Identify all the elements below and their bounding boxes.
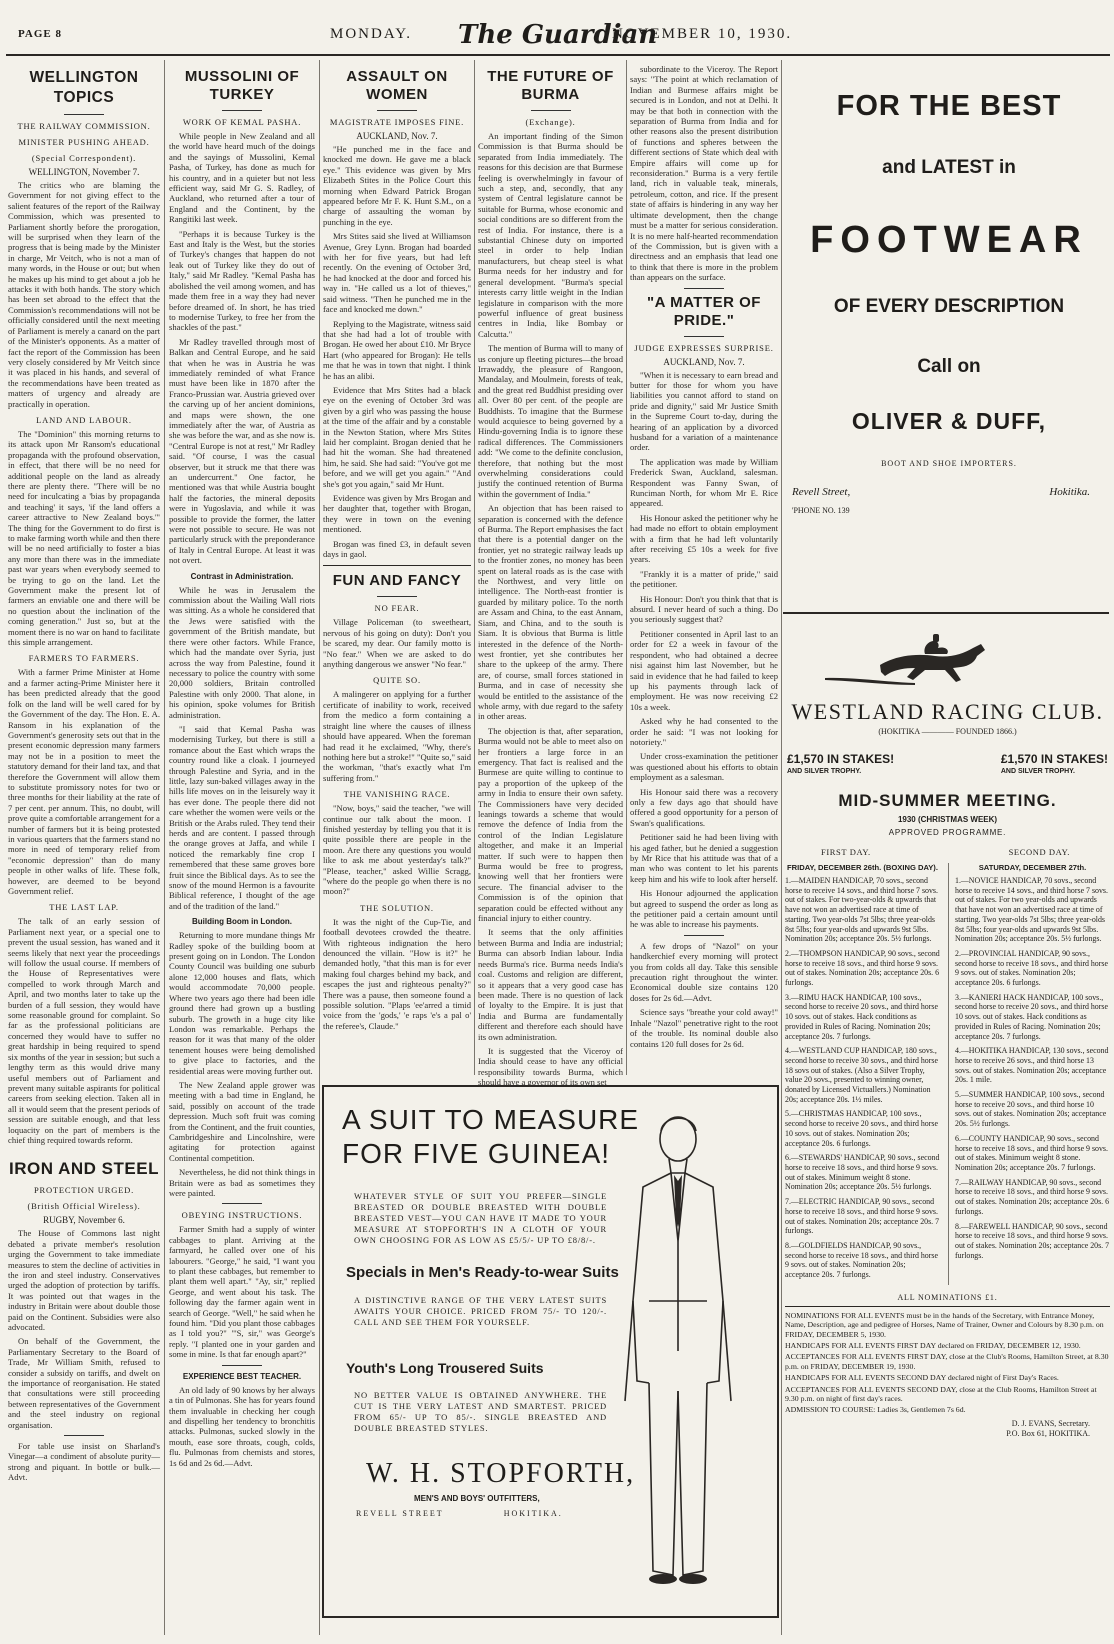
- stopforth-brand: W. H. STOPFORTH,: [366, 1458, 636, 1489]
- headline-fun-and-fancy: FUN AND FANCY: [332, 572, 462, 590]
- subhead: FARMERS TO FARMERS.: [28, 653, 140, 664]
- race-entry: 4.—HOKITIKA HANDICAP, 130 sovs., second horse to receive 26 sovs., and third horse 13 sovs. out of stakes. Nomination 20s; acceptance 20s. 1 mile.: [955, 1046, 1109, 1085]
- byline: (Special Correspondent).: [31, 153, 137, 163]
- byline: (Exchange).: [525, 117, 576, 127]
- paragraph: "Frankly it is a matter of pride," said the petitioner.: [630, 568, 778, 590]
- divider: [377, 596, 417, 597]
- ad-line: FOR THE BEST: [836, 90, 1062, 122]
- race-entry: 7.—RAILWAY HANDICAP, 90 sovs., second horse to receive 18 sovs., and third horse 9 sovs. out of stakes. Nomination 20s; acceptance 20s. 6 furlongs.: [955, 1177, 1110, 1216]
- headline-assault-on-women: ASSAULT ON WOMEN: [346, 68, 448, 103]
- paragraph: His Honour said there was a recovery only a few days ago that should have offered a good opportunity for a person of Swan's qualifications.: [630, 786, 778, 828]
- subhead: THE VANISHING RACE.: [343, 789, 451, 800]
- page-number: PAGE 8: [18, 28, 62, 40]
- subhead: WORK OF KEMAL PASHA.: [182, 117, 302, 127]
- footwear-advertisement: [790, 62, 1108, 602]
- paragraph: "When it is necessary to earn bread and butter for those for whom you have liabilities you cannot afford to stand on pride and dignity," said Mr Justice Smith in the Supreme Court to-day, during the hearing of an application by a divorced husband for a variation of a maintenance order.: [630, 369, 778, 453]
- paragraph: Mr Radley travelled through most of Balkan and Central Europe, and he said that when he was in Austria he was immediately reminded of what France must have been like in 1870 after the Franco-Prussian war. Austria grieved over the carving up of her ancient dominions, and maps were shown, the one immediately after the war, of Austria as she was before the war, and as she now is. "Central Europe is not at rest," Mr Radley said. "Of course, I was the casual observer, but it struck me that there was an undercurrent." One factor, he mentioned was that while Austria bought half the factories, the mineral deposits were in Yugoslavia, and while it was possible to provide the former, the latter were not possible to secure. He was not particularly struck with the preponderance of Italy in Central Europe. At least it was not overt.: [169, 336, 315, 566]
- founded-line: (HOKITIKA ———— FOUNDED 1866.): [878, 727, 1017, 736]
- paragraph: Evidence that Mrs Stites had a black eye on the evening of October 3rd was given by a girl who was passing the house at the time of the affair and by a constable in the Newton Station, where Mrs Stites laid her complaint. Brogan denied that he had hit the woman. She had threatened him, he said. She had said: "You've got me before, and we will get you again." "And she's got you again," said Mr Hunt.: [323, 384, 471, 489]
- paragraph: The critics who are blaming the Government for not giving effect to the salient features of the report of the Railway Commission, which was presented to Parliament shortly before the prorogation, will be surprised when they learn of the progress that is being made by the Minister in charge, Mr Veitch, who is not a man of many words, in the House or out; but when he makes up his mind to get about a job he attacks it with both hands. The story which has been set abroad to the effect that the Commission's recommendations will not be officially considered until the next meeting of Parliament is merely a canard on the part of the Minister's opponents. As a matter of fact the report of the Commission has been very closely considered by Mr Veitch since it was placed in his hands, and several of the recommendations have been treated as matters of urgency and already are practically in operation.: [8, 180, 160, 409]
- ad-street: Revell Street,: [792, 486, 851, 498]
- ad-line: BOOT AND SHOE IMPORTERS.: [881, 459, 1017, 468]
- race-entry: 5.—SUMMER HANDICAP, 100 sovs., second horse to receive 20 sovs., and third horse 10 sovs. out of stakes. Nomination 20s; acceptance 20s. 5½ furlongs.: [955, 1090, 1107, 1129]
- racing-note: HANDICAPS FOR ALL EVENTS SECOND DAY declared night of First Day's Races.: [785, 1373, 1059, 1383]
- race-entry: 6.—COUNTY HANDICAP, 90 sovs., second horse to receive 18 sovs., and third horse 9 sovs. out of stakes. Minimum weight 8 stone. Nomination 20s; acceptance 20s. 7 furlongs.: [955, 1133, 1108, 1172]
- paragraph: Replying to the Magistrate, witness said that she had had a lot of trouble with Brogan. He owed her about £10. Mr Bryce Hart (who appeared for Brogan): He tells me that he was in town that night. I think he has an alibi.: [323, 318, 471, 381]
- approved-programme: APPROVED PROGRAMME.: [888, 828, 1007, 837]
- ad-business-name: OLIVER & DUFF,: [851, 408, 1047, 434]
- subhead: PROTECTION URGED.: [33, 1185, 134, 1196]
- racing-notes: [785, 1311, 1110, 1415]
- newspaper-title: The Guardian: [458, 20, 658, 50]
- paragraph: Evidence was given by Mrs Brogan and her daughter that, together with Brogan, they were in town on the evening mentioned.: [323, 493, 471, 535]
- paragraph: Asked why he had consented to the order he said: "I was not looking for notoriety.": [630, 716, 778, 747]
- masthead-day: MONDAY.: [330, 26, 412, 42]
- secretary-signature: [785, 1419, 1110, 1439]
- divider: [531, 110, 571, 111]
- divider: [222, 1203, 262, 1204]
- column-wellington-topics: [8, 64, 160, 1636]
- byline: (British Official Wireless).: [27, 1201, 141, 1212]
- first-day-races: [785, 863, 940, 1285]
- divider: [64, 1435, 104, 1436]
- column-mussolini-of-turkey: [169, 64, 315, 1636]
- masthead-rule: [6, 54, 1110, 56]
- paragraph: An important finding of the Simon Commission is that Burma should be separated from India immediately. The reasons for this decision are that Burmese feeling is overwhelmingly in favour of such a step, and, secondly, that any system of Central legislature cannot be suitable for Burma, whose economic and social conditions are so different from the rest of India. For instance, there is a substantial Chinese duty on imported steel in order to help Indian manufacturers, but cheap steel is what Burma needs for her industry and for general development. "Burma's special interests carry little weight in the Indian legislature in comparison with the more powerful influence of great business centres in India, like Bombay or Calcutta.": [478, 131, 623, 339]
- second-day-date: SATURDAY, DECEMBER 27th.: [978, 863, 1087, 872]
- racing-club-advertisement: [785, 620, 1110, 1640]
- paragraph: While he was in Jerusalem the commission about the Wailing Wall riots was sitting. As a whole he considered that the Jews were satisfied with the government of the British mandate, but there were other factors. While France, which had the mandate over Syria, just across the way from Palestine, found it necessary to police the country with some 20,000 soldiers, Britain controlled Palestine with only 2000. That alone, in his opinion, spoke volumes for British administration.: [169, 584, 315, 720]
- dateline: AUCKLAND, Nov. 7.: [356, 131, 438, 141]
- secretary-name: D. J. EVANS, Secretary.: [1011, 1418, 1090, 1428]
- subhead: MINISTER PUSHING AHEAD.: [18, 137, 150, 147]
- paragraph: Petitioner said he had been living with his aged father, but he denied a suggestion by Mr Rice that his attitude was that of a man who was content to let his parents keep him and his wife to look after herself.: [630, 832, 778, 884]
- column-rule: [626, 60, 627, 1075]
- man-in-suit-illustration: [603, 1101, 753, 1601]
- divider: [684, 288, 724, 289]
- subhead: THE SOLUTION.: [360, 902, 434, 913]
- racing-note: NOMINATIONS FOR ALL EVENTS must be in the hands of the Secretary, with Entrance Money, Name, Description, age and pedigree of Horses, Name of Trainer, Owner and Colours by 8.30 p.m. on FRIDAY, DECEMBER 5, 1930.: [785, 1310, 1104, 1339]
- paragraph: It is suggested that the Viceroy of India should cease to have any official responsibility towards Burma, which should have a governor of its own set: [478, 1045, 623, 1088]
- paragraph: The objection is that, after separation, Burma would not be able to meet also on her frontiers a large force in an emergency. That fact is realised and the Burmese are quite willing to continue to pay a proportion of the upkeep of the army in India to ensure their own safety. The Commissioners have very decided leanings towards a scheme that would remove the defence of India from the control of the Indian Legislature altogether, and make it an Imperial matter. If such were to happen then Burma would be free to progress, knowing well that her frontiers were secure. The financial adviser to the Commission is of the opinion that separation could be effected without any financial injury to either country.: [478, 725, 623, 924]
- subhead: OBEYING INSTRUCTIONS.: [181, 1210, 303, 1221]
- subhead: THE LAST LAP.: [49, 902, 119, 913]
- race-entry: 8.—GOLDFIELDS HANDICAP, 90 sovs., second horse to receive 18 sovs., and third horse 9 sovs. out of stakes. Nomination 20s; acceptance 20s. 7 furlongs.: [785, 1240, 938, 1280]
- racing-note: ACCEPTANCES FOR ALL EVENTS SECOND DAY, close at the Club Rooms, Hamilton Street at 9.30 p.m. on night of first day's races.: [785, 1384, 1097, 1403]
- headline-iron-and-steel: IRON AND STEEL: [9, 1159, 159, 1179]
- subhead: Contrast in Administration.: [190, 571, 294, 581]
- paragraph: His Honour adjourned the application but agreed to suspend the order as long as the petitioner paid a certain amount until he was able to increase his payments.: [630, 888, 778, 930]
- paragraph: Village Policeman (to sweetheart, nervous of his going on duty): Don't you be scared, my dear. Our family motto is "No fear." When we are asked to do anything dangerous we answer "No fear.": [323, 617, 471, 670]
- stopforth-suit-advertisement: [322, 1085, 779, 1618]
- divider: [684, 336, 724, 337]
- divider: [222, 1365, 262, 1366]
- ad-line: Call on: [917, 356, 981, 377]
- paragraph: It was the night of the Cup-Tie, and football devotees crowded the theatre. With righteous indignation the hero denounced the villain. "How is it?" he demanded hotly, "that this man is for ever making foul charges behind my back, and escapes the just and righteous penalty?" There was a pause, then someone found a possible solution. "Plaps 'ee'arred a timid voice from the 'gods,' 'e raps 'e's a pal o' the referee's, Claude.": [323, 916, 471, 1031]
- paragraph: It seems that the only affinities between Burma and India are industrial; Burma can absorb Indian labour. India needs Burma's rice. Burma needs India's coal. Customs and religion are different, so it appears that a very good case has been made. There is no question of lack of loyalty to the Empire. It is just that India and Burma are fundamentally different and therefore each should have its own administration.: [478, 927, 623, 1042]
- paragraph: Under cross-examination the petitioner was questioned about his efforts to obtain employment as a salesman.: [630, 751, 778, 783]
- paragraph: subordinate to the Viceroy. The Report says: "The point at which reclamation of Indian and Burmese affairs might be secured is in London, and not at Delhi. It may be that both in connection with the separation of Burma from India and for other reasons also the present distribution of functions and spheres between the different sections of State which deal with Empire affairs will come up for reconsideration." Burma is a very fertile land, rich in valuable teak, minerals, petroleum, cotton, and rice. If the present state of affairs is hindering in any way her ultimate development, then the change must be a matter for serious consideration. It is no mere half-hearted recommendation of the Commission, but is given with a directness and an emphasis that lead one to think that there is more in the problem than appears on the surface.: [630, 64, 778, 283]
- racing-note: ACCEPTANCES FOR ALL EVENTS FIRST DAY, close at the Club's Rooms, Hamilton Street, at 8.30 p.m. on FRIDAY, DECEMBER 19, 1930.: [785, 1352, 1109, 1371]
- paragraph: Petitioner consented in April last to an order for £2 a week in favour of the respondent, who had obtained a decree nisi against him last November, but he said in evidence that he had failed to keep up his payments through lack of employment. He was now receiving £2 10s a week.: [630, 628, 778, 712]
- meeting-title: MID-SUMMER MEETING.: [838, 791, 1057, 810]
- ad-headline-footwear: FOOTWEAR: [810, 219, 1088, 261]
- paragraph: "I said that Kemal Pasha was modernising Turkey, but there is still a romance about the East which wraps the country round like a cloak. I journeyed through Palestine and Syria, and in the little, lazy sun-baked villages away in the hills life moves on in the leisurely way it has ever done. The people there did not care whether the women were veils or the British or the Arabs ruled. They tend their herds and are content. I passed through the orange groves at Jaffa, and while I noticed the remarkably fine crop I remembered that these same groves bore fruit since the Biblical days. As to see the snow of the mound Hermon is a favourite Biblical reference, I thought of the age and of the tradition of the land.": [169, 723, 315, 911]
- race-entry: 3.—RIMU HACK HANDICAP, 100 sovs., second horse to receive 20 sovs., and third horse 10 sovs. out of stakes. Hack conditions as provided in Rules of Racing. Nomination 20s; acceptance 20s. 7 furlongs.: [785, 992, 938, 1041]
- second-day-races: [948, 863, 1110, 1285]
- divider: [222, 110, 262, 111]
- brand-street: REVELL STREET: [356, 1509, 444, 1518]
- suit-ad-headline: FOR FIVE GUINEA!: [342, 1138, 611, 1169]
- paragraph: His Honour asked the petitioner why he had made no effort to obtain employment with a firm that he had left voluntarily after receiving £5 10s a week for five years.: [630, 512, 778, 565]
- racehorse-icon: [785, 620, 1110, 690]
- column-rule: [781, 60, 782, 1635]
- divider: [785, 1306, 1110, 1307]
- advertisement-text: An old lady of 90 knows by her always a tin of Pulmonas. She has for years found them invaluable in checking her cough and dispelling her tendency to bronchitis attacks. Pulmonas, sucked slowly in the mouth, ease sore throats, cough, colds, flu. Pulmonas from chemists and stores, 1s 6d and 2s 6d.—Advt.: [169, 1384, 315, 1468]
- subhead: EXPERIENCE BEST TEACHER.: [182, 1371, 302, 1381]
- racing-note: ADMISSION TO COURSE: Ladies 3s, Gentlemen 7s 6d.: [785, 1405, 966, 1415]
- column-rule: [474, 60, 475, 1075]
- column-matter-of-pride: [630, 64, 778, 1074]
- paragraph: With a farmer Prime Minister at Home and a farmer acting-Prime Minister here it has been predicted already that the good folk on the land will be well cared for by the Government of the day. The Hon. E. A. Ransom in his explanation of the Government's generosity sets out that in the present economic depression many farmers may not be in a position to meet the statutory demand for their land tax, and that therefore the Government will allow them to substitute promissory notes for two or three months for their liability at the rate of 7 per cent. per annum. This, no doubt, will prove quite a comfortable arrangement for a number of farmers but it is being protested in various quarters that the farmers stand no more in need of temporary relief from "economic depression" than do many people in other walks of life. These folk, however, are deemed to be beyond Government relief.: [8, 667, 160, 896]
- ad-town: Hokitika.: [1049, 486, 1090, 498]
- subhead: MAGISTRATE IMPOSES FINE.: [329, 117, 465, 127]
- paragraph: On behalf of the Government, the Parliamentary Secretary to the Board of Trade, Mr William Smith, refused to consider a subsidy on tariffs, and dwelt on the importance of reorganisation. He stated that consultations were still proceeding between representatives of the Government and the steel industry on regional organisation.: [8, 1336, 160, 1430]
- racing-club-title: WESTLAND RACING CLUB.: [791, 699, 1104, 724]
- ad-line: OF EVERY DESCRIPTION: [833, 296, 1065, 317]
- paragraph: The House of Commons last night debated a private member's resolution urging the Government to take immediate measures to stem the decline of activities in the iron and steel industry. Conservatives urged the adoption of protection by tariffs. It was pointed out that wages in the industry in Britain were about double those paid on the Continent. Subsidies were also advocated.: [8, 1228, 160, 1332]
- race-entry: 2.—PROVINCIAL HANDICAP, 90 sovs., second horse to receive 18 sovs., and third horse 9 sovs. out of stakes. Nomination 20s; acceptance 20s. 6 furlongs.: [955, 948, 1108, 988]
- youths-body: NO BETTER VALUE IS OBTAINED ANYWHERE. THE CUT IS THE VERY LATEST AND SMARTEST. PRICED FROM 65/- UP TO 85/-. SINGLE BREASTED AND DOUBLE BREASTED STYLES.: [354, 1390, 607, 1433]
- dateline: WELLINGTON, November 7.: [28, 167, 140, 177]
- headline-matter-of-pride: "A MATTER OF PRIDE.": [647, 293, 761, 329]
- dateline: AUCKLAND, Nov. 7.: [663, 356, 745, 367]
- paragraph: The New Zealand apple grower was meeting with a bad time in England, he said, possibly on account of the trade depression. Much soft fruit was coming from the Continent, and the fruit counties, Cambridgeshire and Lincolnshire, were agitating for protection against Continental competition.: [169, 1079, 315, 1163]
- paragraph: The application was made by William Frederick Swan, Auckland, salesman. Respondent was Fanny Swan, of Runciman North, for whom Mr E. Rice appeared.: [630, 456, 778, 509]
- paragraph: "Perhaps it is because Turkey is the East and Italy is the West, but the stories of Turkey's changes that happen do not leak out of Turkey like they do out of Italy," said Mr Radley. "Kemal Pasha has abolished the veil among women, and has made them free in a way they had never before dreamed of. In short, he has tried to modernise Turkey, to free her from the shackles of the past.": [169, 228, 315, 333]
- race-entry: 4.—WESTLAND CUP HANDICAP, 180 sovs., second horse to receive 30 sovs., and third horse 18 sovs out of stakes. (Also a Silver Trophy, value 20 sovs., presented to winning owner, donated by Licensed Victuallers.) Nomination 20s; acceptance 20s. 1½ miles.: [785, 1046, 938, 1104]
- specials-heading: Specials in Men's Ready-to-wear Suits: [346, 1264, 619, 1281]
- brand-tagline: MEN'S AND BOYS' OUTFITTERS,: [414, 1494, 540, 1503]
- brand-town: HOKITIKA.: [503, 1509, 563, 1518]
- paragraph: The talk of an early session of Parliament next year, or a special one to prevent the usual session, has waned and it seems likely that next year the proceedings will follow the usual course. If members of the House of Representatives were compelled to work through March and April, and two months later to take up the burden of a full session, they would have some reasonable ground for complaint. So far as the professional politicians are concerned they would have to suffer no great hardship in being required to spend six months of the year in session; but such a lengthy term as this would drive many useful members out of Parliament and prevent many suitable aspirants for political careers from seeking election. Taken all in all it would seem that the present periods of session are suitable enough, and that less loquacity on the part of members is the chief thing required towards reform.: [8, 916, 160, 1145]
- masthead: [0, 0, 1114, 58]
- dateline: RUGBY, November 6.: [43, 1215, 125, 1226]
- paragraph: "He punched me in the face and knocked me down. He gave me a black eye." This evidence was given by Mrs Elizabeth Stites in the Police Court this morning when Edward Patrick Brogan appeared before Mr F. K. Hunt S.M., on a charge of assaulting the woman by punching in the eye.: [323, 144, 471, 227]
- paragraph: "Now, boys," said the teacher, "we will continue our talk about the moon. I finished yesterday by telling you that it is quite possible there are people in the moon. Are there any questions you would like to ask me about yesterday's talk?" "Please, teacher," asked Willie Scragg, "where do the people go when there is no moon?": [323, 803, 471, 897]
- specials-body: A DISTINCTIVE RANGE OF THE VERY LATEST SUITS AWAITS YOUR CHOICE. PRICED FROM 75/- TO 120/-. CALL AND SEE THEM FOR YOURSELF.: [354, 1295, 607, 1327]
- divider: [323, 565, 471, 566]
- column-rule: [319, 60, 320, 1635]
- divider: [377, 110, 417, 111]
- ad-line: and LATEST in: [882, 157, 1016, 178]
- race-entry: 1.—NOVICE HANDICAP, 70 sovs., second horse to receive 14 sovs., and third horse 7 sovs. out of stakes. For two year-olds and upwards that have not won an advertised race at time of starting. Two year-olds 7st 5lbs; three year-olds 8st 5lbs; four year-olds and upwards 9st 5lbs. Nomination 20s; acceptance 20s. 5½ furlongs.: [955, 876, 1108, 944]
- race-entry: 1.—MAIDEN HANDICAP, 70 sovs., second horse to receive 14 sovs., and third horse 7 sovs. out of stakes. For two-year-olds & upwards that have not won an advertised race at time of starting. Two year-olds 7st 5lbs; three year-olds 8st 5lbs; four year-olds and upwards 9st 5lbs. Nomination 20s; acceptance 20s. 5½ furlongs.: [785, 876, 938, 944]
- po-box: P.O. Box 61, HOKITIKA.: [1006, 1428, 1090, 1438]
- race-entry: 7.—ELECTRIC HANDICAP, 90 sovs., second horse to receive 18 sovs., and third horse 9 sovs. out of stakes. Nomination 20s; acceptance 20s. 7 furlongs.: [785, 1197, 940, 1236]
- headline-future-of-burma: THE FUTURE OF BURMA: [487, 68, 614, 103]
- paragraph: Returning to more mundane things Mr Radley spoke of the building boom at present going on in London. The London County Council was building one suburb alone 12,000 houses and flats, which would accommodate 70,000 people. Where two years ago there had been idle ground there had grown up a bustling suburb. The growth in a huge city like London was remarkable. Perhaps the reason for it was that many of the older tenement houses were being demolished to give place to factories, and the residential areas were moving further out.: [169, 930, 315, 1076]
- race-entry: 3.—KANIERI HACK HANDICAP, 100 sovs., second horse to receive 20 sovs., and third horse 10 sovs. out of stakes. Hack conditions as provided in Rules of Racing. Nomination 20s; acceptance 20s. 7 furlongs.: [955, 992, 1108, 1041]
- trophy-line: AND SILVER TROPHY.: [787, 768, 862, 775]
- meeting-season: 1930 (CHRISTMAS WEEK): [897, 815, 998, 824]
- suit-ad-body: WHATEVER STYLE OF SUIT YOU PREFER—SINGLE BREASTED OR DOUBLE BREASTED WITH DOUBLE BREASTED VEST—YOU CAN HAVE IT MADE TO YOUR MEASURE AT STOPFORTH'S IN A CLOTH OF YOUR OWN CHOOSING FOR AS LOW AS £5/5/- UP TO £8/8/-.: [354, 1191, 607, 1245]
- race-entry: 6.—STEWARDS' HANDICAP, 90 sovs., second horse to receive 18 sovs., and third horse 9 sovs. out of stakes. Minimum weight 8 stone. Nomination 20s; acceptance 20s. 5½ furlongs.: [785, 1153, 940, 1192]
- all-nominations: ALL NOMINATIONS £1.: [897, 1292, 998, 1302]
- ad-phone: 'PHONE NO. 139: [792, 506, 850, 515]
- paragraph: Mrs Stites said she lived at Williamson Avenue, Grey Lynn. Brogan had boarded with her for five years, but had left recently. On the evening of October 3rd, he had knocked at the door and forced his way in. "He called us a lot of thieves," said witness. "Then he punched me in the face and knocked me down.": [323, 231, 471, 315]
- trophy-line: AND SILVER TROPHY.: [1000, 768, 1075, 775]
- advertisement-text: Science says "breathe your cold away!" Inhale "Nazol" penetrative right to the root of the trouble. Its nominal double also contains 120 full doses for 2s 6d.: [630, 1007, 778, 1049]
- stakes-amount: £1,570 IN STAKES!: [1000, 752, 1108, 766]
- subhead: JUDGE EXPRESSES SURPRISE.: [634, 342, 774, 353]
- race-entry: 2.—THOMPSON HANDICAP, 90 sovs., second horse to receive 18 sovs., and third horse 9 sovs. out of stakes. Nomination 20s; acceptance 20s. 6 furlongs.: [785, 948, 940, 988]
- column-future-of-burma: [478, 64, 623, 1088]
- suit-ad-headline: A SUIT TO MEASURE: [342, 1104, 640, 1135]
- divider: [684, 935, 724, 936]
- first-day-label: FIRST DAY.: [821, 847, 871, 857]
- paragraph: While people in New Zealand and all the world have heard much of the doings and the sayings of Mussolini, Kemal Pasha, of Turkey, has done as much for his country, and in a quieter but not less efficient way, said Mr G. S. Radley, of Auckland, who returned after a tour of England and the Continent, by the Rangitiki last week.: [169, 131, 315, 225]
- column-rule: [164, 60, 165, 1635]
- paragraph: Farmer Smith had a supply of winter cabbages to plant. Arriving at the farmyard, he called over one of his labourers. "George," he said, "I want you to plant these cabbages, but remember to plant them well apart." "Ay, sir," replied George, and went about his task. The following day the farmer again went in search of George. "Well," he said when he found him. "Did you plant those cabbages as I told you?" "'S, sir," was George's reply. "I planted one in your garden and some in mine. Is that far enough apart?": [169, 1224, 315, 1360]
- paragraph: Brogan was fined £3, in default seven days in gaol.: [323, 538, 471, 560]
- headline-mussolini-of-turkey: MUSSOLINI OF TURKEY: [184, 68, 300, 103]
- subhead: NO FEAR.: [374, 603, 420, 614]
- divider: [783, 612, 1109, 614]
- stakes-amount: £1,570 IN STAKES!: [787, 752, 895, 766]
- race-entry: 8.—FAREWELL HANDICAP, 90 sovs., second horse to receive 18 sovs., and third horse 9 sovs. out of stakes. Nomination 20s; acceptance 20s. 7 furlongs.: [955, 1221, 1110, 1260]
- paragraph: An objection that has been raised to separation is concerned with the defence of Burma. The Report emphasises the fact that there is a potential danger on the frontier, yet no strategic railway leads up to the frontier zones, no money has been spent on lateral roads as is the case with the Northwest, and very little on intelligence. The North-east frontier is guarded by military police. To the north are Assam and China, to the east Annam, Siam, and China, and to the south is Siam. It is obvious that Burma is little interested in the defence of the North-west frontier, yet she contributes her share to the upkeep of the army. There are, of course, small forces stationed in Burma, and in case of necessity she would be entitled to the assistance of the whole army, with due regard to the safety in other areas.: [478, 503, 623, 722]
- paragraph: A malingerer on applying for a further certificate of inability to work, received from the medico a form containing a straight line where the causes of illness should have appeared. When the foreman had read it he exclaimed, "Why, there's nothing here but a stroke!" "Quite so," said the workman, "that's exactly what I'm suffering from.": [323, 689, 471, 783]
- day-headers: [785, 847, 1110, 857]
- paragraph: His Honour: Don't you think that that is absurd. I never heard of such a thing. Do you seriously suggest that?: [630, 593, 778, 625]
- advertisement-text: A few drops of "Nazol" on your handkerchief every morning will protect you from colds all day. Take this sensible precaution right throughout the winter. Economical double size contains 120 doses for 2s 6d.—Advt.: [630, 940, 778, 1003]
- youths-heading: Youth's Long Trousered Suits: [346, 1360, 544, 1376]
- paragraph: The "Dominion" this morning returns to its attack upon Mr Ransom's educational propaganda with the profound observation, in effect, that there will be no need for additional people on the land as already there are plenty there. "There will be no need for inculcating a 'bias by propaganda and teaching' it says, 'if the land offers a career attractive to New Zealand boys.'" The thing for the Government to do first is to make farming worth while and then there will be no need artificially to foster a bias any more than there was in the immediate past war years when everybody seemed to be trying to go on the land. Let the Government make the present lot of farmers an enviable one and there will be no question about the inclination of the coming generation." Just so, but at the moment there is no war on hand to facilitate this simple arrangement.: [8, 428, 160, 648]
- stakes-row: [785, 752, 1110, 775]
- race-programme: [785, 863, 1110, 1285]
- race-entry: 5.—CHRISTMAS HANDICAP, 100 sovs., second horse to receive 20 sovs., and third horse 10 sovs. out of stakes. Nomination 20s; acceptance 20s. 6 furlongs.: [785, 1109, 938, 1148]
- subhead: Building Boom in London.: [192, 917, 292, 927]
- second-day-label: SECOND DAY.: [1008, 847, 1070, 857]
- paragraph: Nevertheless, he did not think things in Britain were as bad as sometimes they were painted.: [169, 1167, 315, 1198]
- first-day-date: FRIDAY, DECEMBER 26th. (BOXING DAY).: [787, 863, 938, 872]
- subhead: LAND AND LABOUR.: [36, 414, 132, 425]
- subhead: THE RAILWAY COMMISSION.: [17, 121, 151, 131]
- ad-address: [790, 486, 1108, 498]
- subhead: QUITE SO.: [373, 675, 421, 686]
- advertisement-text: For table use insist on Sharland's Vinegar—a condiment of absolute purity—strong and piquant. In bottle or bulk.—Advt.: [8, 1441, 160, 1483]
- paragraph: The mention of Burma will to many of us conjure up fleeting pictures—the broad Irrawaddy, the pleasure of Rangoon, Mandalay, and Moulmein, forests of teak, and the great red Buddhist presiding over all. Over 80 per cent. of the people are Buddhists. To imagine that the Burmese would acquiesce to being governed by a Hindu-governing India is to ignore these radical differences. The Commissioners add: "We come to the definite conclusion, therefore, that nothing but the most overwhelming considerations could justify the continued retention of Burma within the government of India.": [478, 343, 623, 499]
- divider: [64, 114, 104, 115]
- masthead-date: NOVEMBER 10, 1930.: [612, 26, 793, 42]
- headline-wellington-topics: WELLINGTON TOPICS: [29, 69, 139, 106]
- racing-note: HANDICAPS FOR ALL EVENTS FIRST DAY declared on FRIDAY, DECEMBER 12, 1930.: [785, 1340, 1081, 1350]
- column-assault-on-women: [323, 64, 471, 1074]
